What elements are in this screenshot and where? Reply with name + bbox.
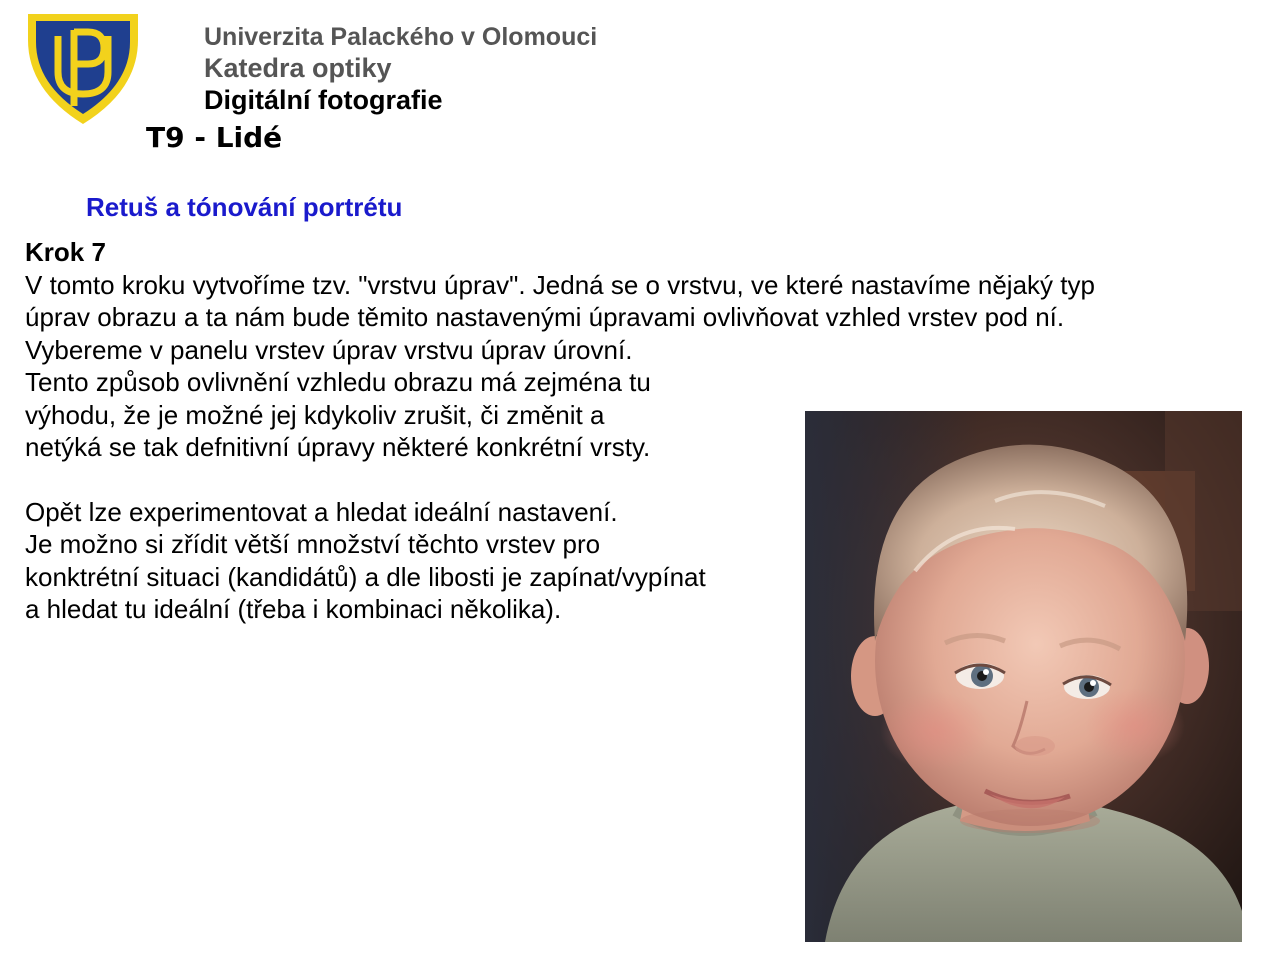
text-line: výhodu, že je možné jej kdykoliv zrušit, či změnit a	[25, 399, 605, 430]
department-name: Katedra optiky	[204, 53, 392, 83]
text-line: Je možno si zřídit větší množství těchto vrstev pro	[25, 529, 601, 560]
text-line: Vybereme v panelu vrstev úprav vrstvu úprav úrovní.	[25, 334, 633, 365]
text-line: V tomto kroku vytvoříme tzv. "vrstvu úprav". Jedná se o vrstvu, ve které nastavíme nějaký typ	[25, 270, 1095, 300]
text-line: Tento způsob ovlivnění vzhledu obrazu má zejména tu	[25, 367, 651, 398]
text-line: netýká se tak defnitivní úpravy některé konkrétní vrsty.	[25, 431, 651, 462]
child-portrait-photo	[805, 411, 1242, 942]
text-line: a hledat tu ideální (třeba i kombinaci několika).	[25, 593, 562, 624]
text-line: úprav obrazu a ta nám bude těmito nastavenými úpravami ovlivňovat vzhled vrstev pod ní.	[25, 302, 1065, 333]
text-line: Opět lze experimentovat a hledat ideální nastavení.	[25, 496, 618, 527]
upol-shield-logo-icon	[24, 10, 142, 128]
section-title: Retuš a tónování portrétu	[86, 192, 403, 222]
university-name: Univerzita Palackého v Olomouci	[204, 23, 598, 51]
text-line: konktrétní situaci (kandidátů) a dle libosti je zapínat/vypínat	[25, 561, 706, 592]
topic-title: T9 - Lidé	[146, 121, 283, 154]
step-title: Krok 7	[25, 237, 106, 267]
course-name: Digitální fotografie	[204, 85, 443, 115]
